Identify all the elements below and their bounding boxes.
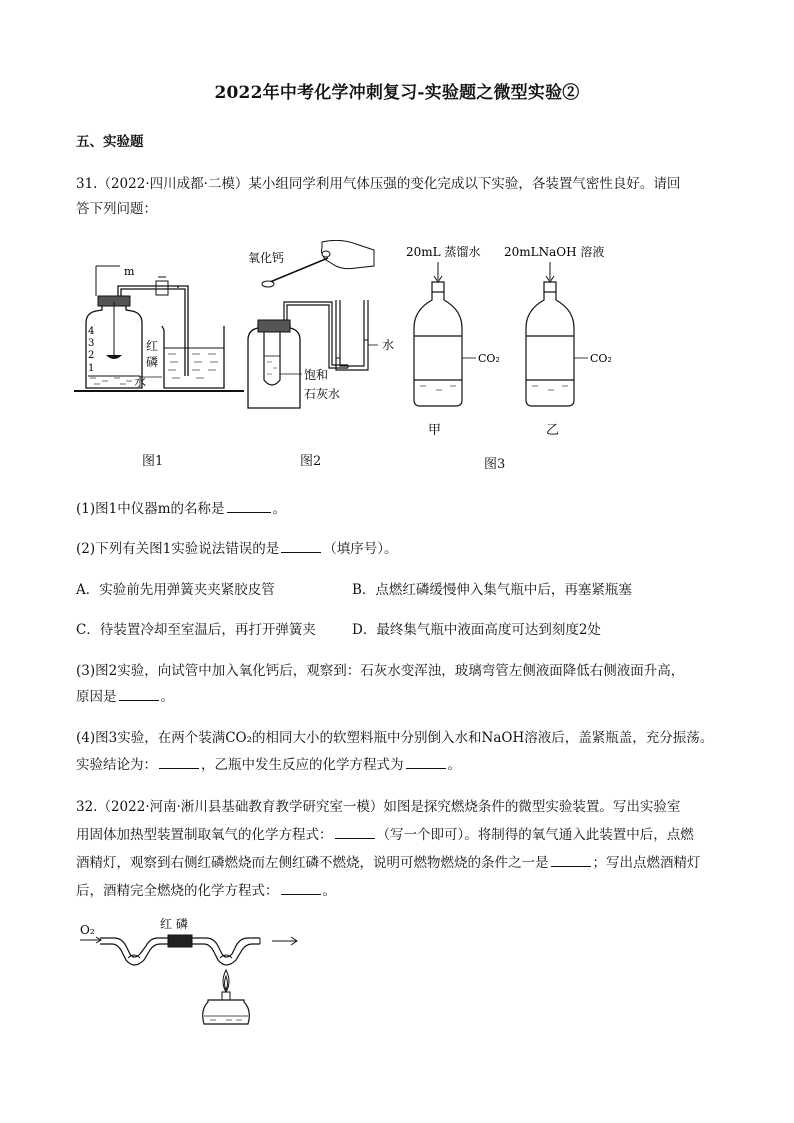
page-title: 2022年中考化学冲刺复习-实验题之微型实验② (214, 83, 580, 103)
q31-stem-line2: 答下列问题： (76, 201, 157, 217)
fig1-scale-4: 4 (88, 326, 95, 337)
fig1-water-label: 水 (134, 375, 147, 389)
fig2-caption: 图2 (300, 454, 322, 469)
q32-line4: 后，酒精完全燃烧的化学方程式： 。 (76, 883, 336, 899)
q31-option-b: B．点燃红磷缓慢伸入集气瓶中后，再塞紧瓶塞 (352, 582, 632, 598)
fig1-scale-3: 3 (88, 338, 95, 349)
fig1-caption: 图1 (142, 454, 164, 469)
fig3-caption: 图3 (484, 457, 506, 472)
q31-sub1: (1)图1中仪器m的名称是 。 (76, 501, 287, 517)
fig2-water-label: 水 (382, 338, 395, 352)
fig3-yi: 乙 (546, 423, 560, 438)
fig2-limewater-1: 饱和 (304, 368, 329, 382)
q31-sub4-line1: (4)图3实验，在两个装满CO₂的相同大小的软塑料瓶中分别倒入水和NaOH溶液后，盖紧瓶盖，充分振荡。 (76, 730, 714, 746)
q31-stem-line1: 31.（2022·四川成都·二模）某小组同学利用气体压强的变化完成以下实验，各装置气密性良好。请回 (76, 176, 681, 192)
q31-option-d: D．最终集气瓶中液面高度可达到刻度2处 (352, 622, 601, 638)
q31-sub3-line1: (3)图2实验，向试管中加入氧化钙后，观察到：石灰水变浑浊，玻璃弯管左侧液面降低右侧液面升高， (76, 663, 685, 679)
fig1-red-label: 红 (146, 339, 159, 353)
q31-option-a: A．实验前先用弹簧夹夹紧胶皮管 (76, 582, 275, 598)
figure-1-red-phosphorus-apparatus (74, 258, 244, 398)
figure-3-co2-bottles (400, 240, 640, 440)
q32-line1: 32.（2022·河南·淅川县基础教育教学研究室一模）如图是探究燃烧条件的微型实验装置。写出实验室 (76, 799, 681, 815)
fig1-scale-2: 2 (88, 350, 95, 361)
q31-sub3-line2: 原因是 。 (76, 689, 174, 705)
q31-option-c: C．待装置冷却至室温后，再打开弹簧夹 (76, 622, 316, 638)
fig1-scale-1: 1 (88, 363, 95, 374)
q32-line3: 酒精灯，观察到右侧红磷燃烧而左侧红磷不燃烧，说明可燃物燃烧的条件之一是 ；写出点燃酒精灯 (76, 855, 701, 871)
q31-sub4-line2: 实验结论为： ，乙瓶中发生反应的化学方程式为 。 (76, 757, 461, 773)
figure-q32-combustion-apparatus (76, 912, 306, 1032)
q32-phos-label: 红 磷 (160, 917, 188, 931)
q32-line2: 用固体加热型装置制取氧气的化学方程式： （写一个即可）。将制得的氧气通入此装置中后，点燃 (76, 827, 694, 843)
q31-sub2: (2)下列有关图1实验说法错误的是 （填序号）。 (76, 541, 398, 557)
q32-o2-label: O₂ (80, 923, 95, 937)
figure-2-calcium-oxide-apparatus (244, 240, 404, 410)
fig2-limewater-2: 石灰水 (304, 387, 341, 401)
fig2-cao-label: 氧化钙 (248, 251, 285, 265)
fig3-label-a: 20mL 蒸馏水 (406, 245, 481, 259)
fig1-phos-label: 磷 (146, 355, 159, 369)
fig3-jia: 甲 (428, 423, 442, 438)
fig3-co2-a: CO₂ (478, 352, 500, 365)
fig1-m-label: m (124, 265, 135, 278)
fig3-label-b: 20mLNaOH 溶液 (504, 245, 605, 259)
fig3-co2-b: CO₂ (590, 352, 612, 365)
section-heading: 五、实验题 (76, 134, 144, 150)
